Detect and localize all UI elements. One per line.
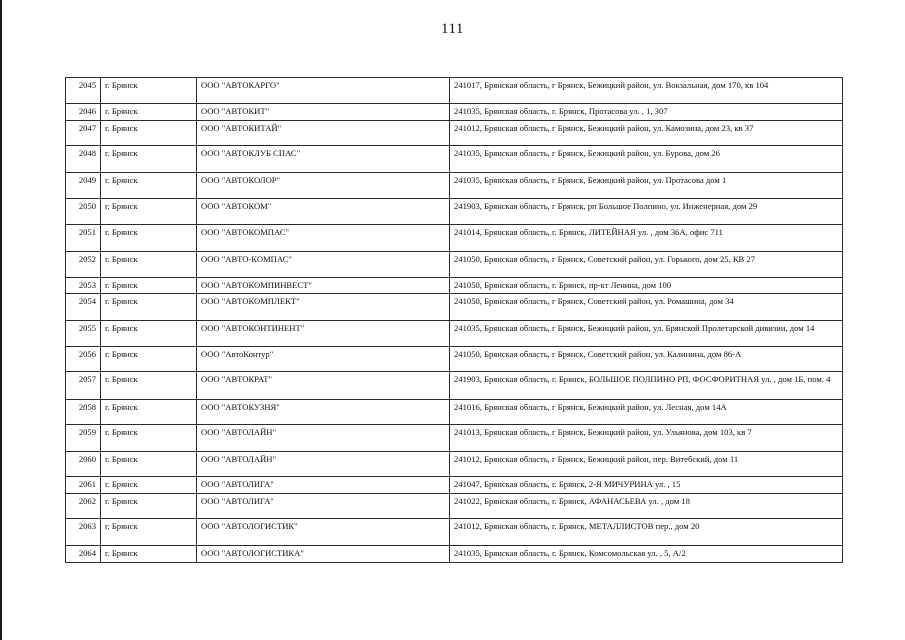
row-address: 241035, Брянская область, г Брянск, Бежицкий район, ул. Брянской Пролетарской дивизии, дом 14: [450, 321, 843, 347]
row-organization: ООО "АВТОЛАЙН": [197, 425, 450, 452]
table-row: [66, 519, 843, 546]
row-number: 2050: [66, 199, 101, 225]
row-city: г. Брянск: [101, 173, 197, 199]
row-number: 2054: [66, 294, 101, 321]
row-number: 2057: [66, 372, 101, 400]
table-row: [66, 294, 843, 321]
row-city: г. Брянск: [101, 199, 197, 225]
row-organization: ООО "АВТОКАРГО": [197, 78, 450, 104]
row-organization: ООО "АВТОЛИГА": [197, 477, 450, 494]
page-number: 111: [441, 21, 464, 37]
row-number: 2062: [66, 494, 101, 519]
row-city: г. Брянск: [101, 278, 197, 294]
row-number: 2051: [66, 225, 101, 252]
row-address: 241022, Брянская область, г. Брянск, АФАНАСЬЕВА ул. , дом 18: [450, 494, 843, 519]
row-city: г. Брянск: [101, 78, 197, 104]
row-address: 241050, Брянская область, г. Брянск, пр-кт Ленина, дом 100: [450, 278, 843, 294]
row-city: г. Брянск: [101, 104, 197, 121]
row-organization: ООО "АВТОЛОГИСТИКА": [197, 546, 450, 563]
row-number: 2049: [66, 173, 101, 199]
row-organization: ООО "АВТОКИТ": [197, 104, 450, 121]
row-number: 2047: [66, 121, 101, 146]
row-city: г. Брянск: [101, 494, 197, 519]
row-organization: ООО "АВТОЛИГА": [197, 494, 450, 519]
table-row: [66, 400, 843, 425]
row-organization: ООО "АВТОКИТАЙ": [197, 121, 450, 146]
row-number: 2058: [66, 400, 101, 425]
page-left-edge: [0, 0, 2, 640]
table-row: [66, 78, 843, 104]
registry-table: [65, 77, 843, 563]
row-address: 241035, Брянская область, г Брянск, Бежицкий район, ул. Протасова дом 1: [450, 173, 843, 199]
row-city: г. Брянск: [101, 425, 197, 452]
row-organization: ООО "АВТОКОМПИНВЕСТ": [197, 278, 450, 294]
row-number: 2059: [66, 425, 101, 452]
row-organization: ООО "АВТОКУЗНЯ": [197, 400, 450, 425]
row-city: г. Брянск: [101, 546, 197, 563]
table-row: [66, 425, 843, 452]
table-row: [66, 494, 843, 519]
row-city: г. Брянск: [101, 121, 197, 146]
row-address: 241035, Брянская область, г. Брянск, Комсомольская ул. , 5, А/2: [450, 546, 843, 563]
row-address: 241013, Брянская область, г Брянск, Бежицкий район, ул. Ульянова, дом 103, кв 7: [450, 425, 843, 452]
row-city: г. Брянск: [101, 372, 197, 400]
row-number: 2064: [66, 546, 101, 563]
row-city: г. Брянск: [101, 347, 197, 372]
row-address: 241050, Брянская область, г Брянск, Советский район, ул. Горького, дом 25, КВ 27: [450, 252, 843, 278]
row-city: г. Брянск: [101, 225, 197, 252]
row-organization: ООО "АВТОКОНТИНЕНТ": [197, 321, 450, 347]
row-organization: ООО "АВТОЛОГИСТИК": [197, 519, 450, 546]
row-city: г. Брянск: [101, 252, 197, 278]
table-row: [66, 225, 843, 252]
row-organization: ООО "АВТОКОМ": [197, 199, 450, 225]
row-organization: ООО "АВТОКРАТ": [197, 372, 450, 400]
table-row: [66, 146, 843, 173]
row-address: 241012, Брянская область, г Брянск, Бежицкий район, ул. Камозина, дом 23, кв 37: [450, 121, 843, 146]
table-row: [66, 372, 843, 400]
row-city: г. Брянск: [101, 477, 197, 494]
table-row: [66, 546, 843, 563]
row-address: 241035, Брянская область, г Брянск, Бежицкий район, ул. Бурова, дом 26: [450, 146, 843, 173]
row-city: г. Брянск: [101, 400, 197, 425]
table-row: [66, 477, 843, 494]
row-number: 2045: [66, 78, 101, 104]
row-organization: ООО "АВТОЛАЙН": [197, 452, 450, 477]
table-row: [66, 104, 843, 121]
row-address: 241047, Брянская область, г. Брянск, 2-Я МИЧУРИНА ул. , 15: [450, 477, 843, 494]
row-address: 241050, Брянская область, г Брянск, Советский район, ул. Калинина, дом 86-А: [450, 347, 843, 372]
table-row: [66, 252, 843, 278]
table-row: [66, 321, 843, 347]
row-address: 241903, Брянская область, г. Брянск, БОЛЬШОЕ ПОЛПИНО РП, ФОСФОРИТНАЯ ул. , дом 1Б, пом. 4: [450, 372, 843, 400]
row-number: 2053: [66, 278, 101, 294]
row-number: 2052: [66, 252, 101, 278]
row-organization: ООО "АвтоКонтур": [197, 347, 450, 372]
table-row: [66, 121, 843, 146]
row-address: 241012, Брянская область, г. Брянск, МЕТАЛЛИСТОВ пер., дом 20: [450, 519, 843, 546]
row-number: 2056: [66, 347, 101, 372]
row-organization: ООО "АВТО-КОМПАС": [197, 252, 450, 278]
row-address: 241903, Брянская область, г Брянск, рп Большое Полпино, ул. Инженерная, дом 29: [450, 199, 843, 225]
table-row: [66, 347, 843, 372]
row-city: г. Брянск: [101, 519, 197, 546]
row-number: 2063: [66, 519, 101, 546]
row-address: 241035, Брянская область, г. Брянск, Протасова ул. , 1, 307: [450, 104, 843, 121]
row-city: г. Брянск: [101, 294, 197, 321]
row-number: 2061: [66, 477, 101, 494]
table-row: [66, 278, 843, 294]
row-address: 241016, Брянская область, г Брянск, Бежицкий район, ул. Лесная, дом 14А: [450, 400, 843, 425]
row-number: 2060: [66, 452, 101, 477]
row-city: г. Брянск: [101, 146, 197, 173]
row-organization: ООО "АВТОКОЛОР": [197, 173, 450, 199]
row-number: 2046: [66, 104, 101, 121]
row-organization: ООО "АВТОКОМПЛЕКТ": [197, 294, 450, 321]
row-number: 2048: [66, 146, 101, 173]
table-row: [66, 199, 843, 225]
row-organization: ООО "АВТОКОМПАС": [197, 225, 450, 252]
row-address: 241014, Брянская область, г. Брянск, ЛИТЕЙНАЯ ул. , дом 36А, офис 711: [450, 225, 843, 252]
row-organization: ООО "АВТОКЛУБ СПАС": [197, 146, 450, 173]
table-row: [66, 173, 843, 199]
row-number: 2055: [66, 321, 101, 347]
row-address: 241017, Брянская область, г Брянск, Бежицкий район, ул. Вокзальная, дом 170, кв 104: [450, 78, 843, 104]
row-address: 241050, Брянская область, г Брянск, Советский район, ул. Ромашина, дом 34: [450, 294, 843, 321]
row-address: 241012, Брянская область, г Брянск, Бежицкий район, пер. Витебский, дом 11: [450, 452, 843, 477]
row-city: г. Брянск: [101, 452, 197, 477]
row-city: г. Брянск: [101, 321, 197, 347]
table-row: [66, 452, 843, 477]
